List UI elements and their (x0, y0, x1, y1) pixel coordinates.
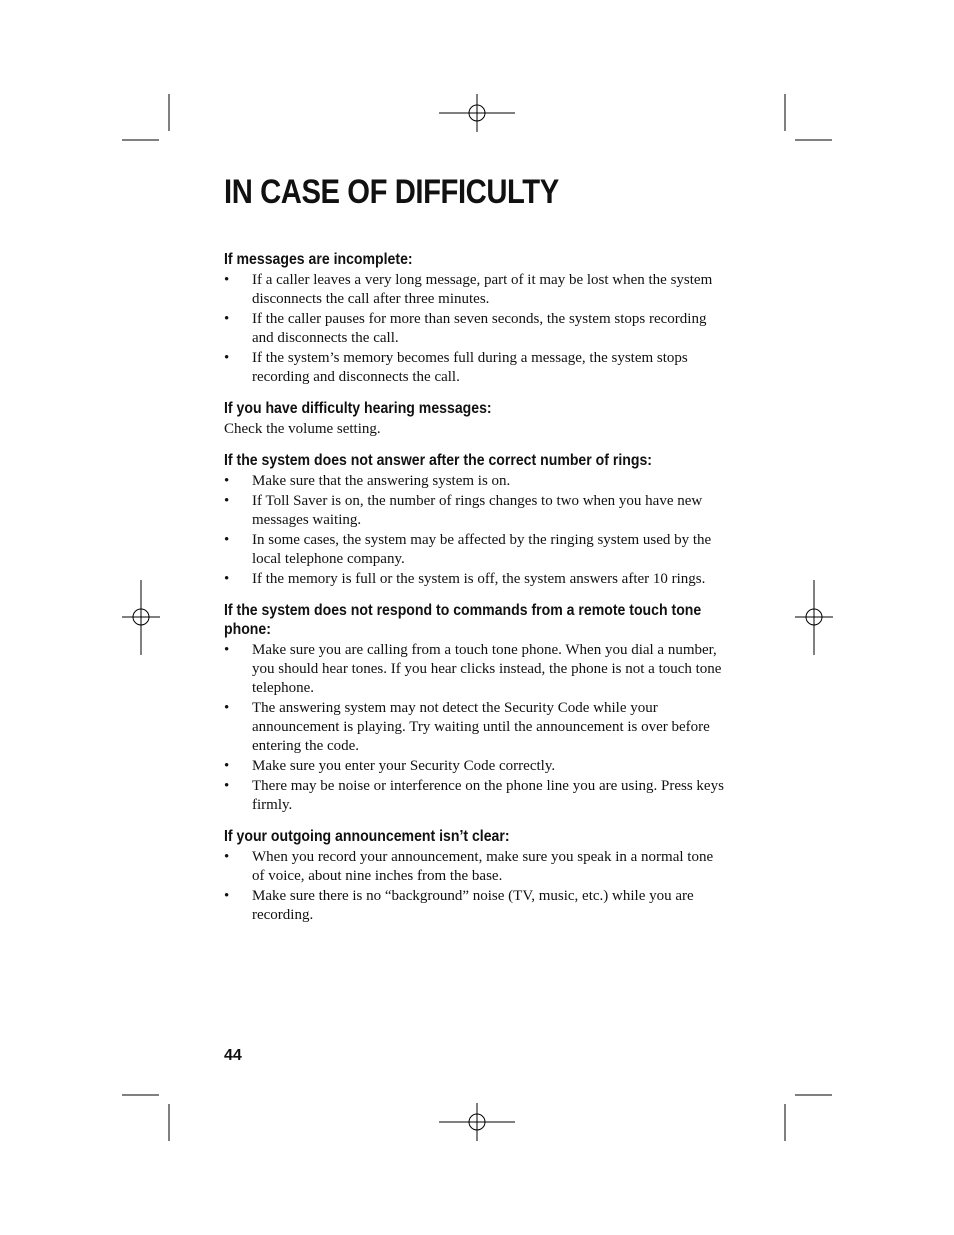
bullet-icon: • (224, 493, 230, 509)
list-item-text: When you record your announcement, make sure you speak in a normal tone of voice, about nine inches from the base. (252, 849, 714, 884)
section-incomplete-messages (224, 250, 724, 387)
bullet-list (224, 641, 724, 815)
list-item (224, 887, 724, 925)
list-item-text: If a caller leaves a very long message, part of it may be lost when the system disconnects the call after three minutes. (252, 272, 713, 307)
section-text: Check the volume setting. (224, 421, 381, 437)
section-heading: If messages are incomplete: (224, 251, 413, 268)
section-announcement-clarity (224, 827, 724, 925)
section-no-answer (224, 451, 724, 589)
bullet-icon: • (224, 473, 230, 489)
list-item-text: Make sure that the answering system is on. (252, 473, 511, 489)
list-item (224, 757, 724, 776)
list-item (224, 777, 724, 815)
list-item (224, 570, 724, 589)
list-item-text: If the caller pauses for more than seven seconds, the system stops recording and disconnects the call. (252, 311, 707, 346)
bullet-list (224, 472, 724, 589)
bullet-icon: • (224, 311, 230, 327)
document-body (224, 250, 724, 926)
bullet-icon: • (224, 758, 230, 774)
bullet-icon: • (224, 571, 230, 587)
list-item (224, 472, 724, 491)
list-item (224, 310, 724, 348)
page-number: 44 (224, 1047, 242, 1064)
list-item (224, 492, 724, 530)
bullet-icon: • (224, 778, 230, 794)
list-item (224, 531, 724, 569)
section-remote-commands (224, 601, 724, 815)
section-heading: If your outgoing announcement isn’t clear: (224, 828, 510, 845)
list-item-text: The answering system may not detect the Security Code while your announcement is playing. Try waiting until the announcement is over before entering the code. (252, 700, 710, 754)
section-heading: If you have difficulty hearing messages: (224, 400, 492, 417)
list-item-text: In some cases, the system may be affected by the ringing system used by the local telephone company. (252, 532, 712, 567)
bullet-icon: • (224, 700, 230, 716)
section-heading: If the system does not answer after the correct number of rings: (224, 452, 652, 469)
list-item (224, 848, 724, 886)
list-item-text: If the memory is full or the system is off, the system answers after 10 rings. (252, 571, 706, 587)
list-item (224, 641, 724, 698)
section-heading: If the system does not respond to commands from a remote touch tone phone: (224, 602, 702, 638)
bullet-list (224, 271, 724, 387)
list-item-text: Make sure there is no “background” noise (TV, music, etc.) while you are recording. (252, 888, 694, 923)
section-hearing-messages (224, 399, 724, 439)
bullet-list (224, 848, 724, 925)
list-item-text: Make sure you are calling from a touch tone phone. When you dial a number, you should hear tones. If you hear clicks instead, the phone is not a touch tone telephone. (252, 642, 722, 696)
bullet-icon: • (224, 642, 230, 658)
bullet-icon: • (224, 849, 230, 865)
bullet-icon: • (224, 350, 230, 366)
list-item (224, 271, 724, 309)
list-item-text: There may be noise or interference on the phone line you are using. Press keys firmly. (252, 778, 724, 813)
list-item-text: If the system’s memory becomes full during a message, the system stops recording and disconnects the call. (252, 350, 688, 385)
page-title: IN CASE OF DIFFICULTY (224, 173, 559, 211)
list-item-text: Make sure you enter your Security Code correctly. (252, 758, 556, 774)
list-item (224, 699, 724, 756)
bullet-icon: • (224, 272, 230, 288)
list-item-text: If Toll Saver is on, the number of rings changes to two when you have new messages waiting. (252, 493, 703, 528)
list-item (224, 349, 724, 387)
bullet-icon: • (224, 888, 230, 904)
bullet-icon: • (224, 532, 230, 548)
